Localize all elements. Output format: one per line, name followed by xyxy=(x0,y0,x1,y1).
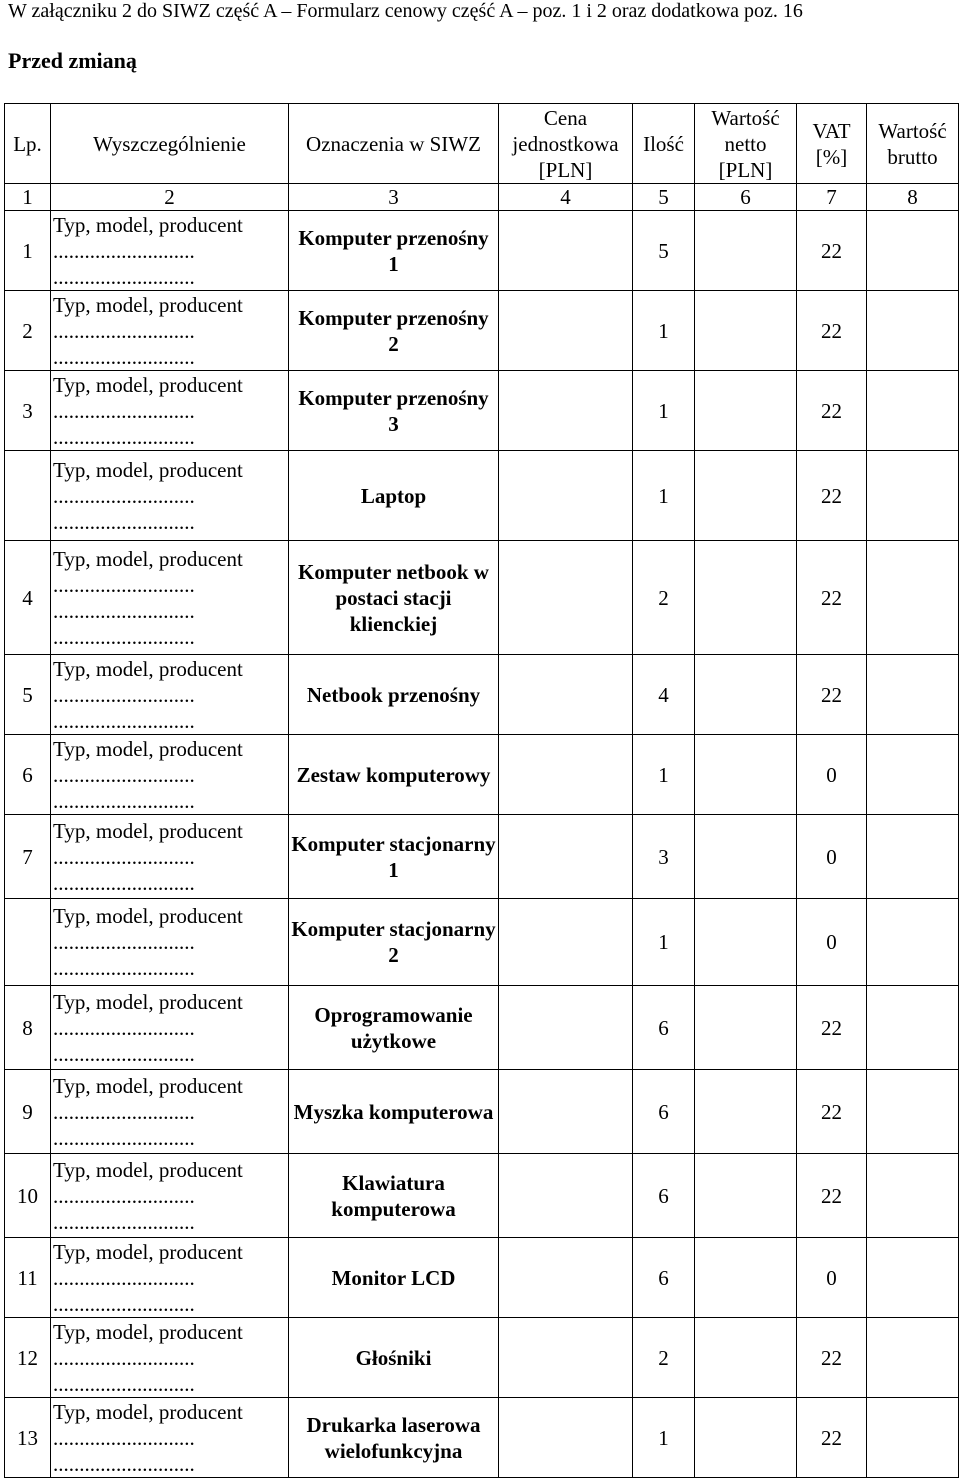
row-siwz-name: Komputer przenośny 1 xyxy=(289,211,499,291)
row-unit-price[interactable] xyxy=(499,371,633,451)
row-siwz-name: Oprogramowanie użytkowe xyxy=(289,986,499,1070)
row-lp xyxy=(5,451,51,541)
dotted-blank: ........................... xyxy=(53,483,195,508)
row-spec-field[interactable] xyxy=(51,1154,289,1238)
col-header-gross: Wartość brutto xyxy=(867,104,959,184)
row-spec-field[interactable] xyxy=(51,815,289,899)
table-row xyxy=(5,655,959,735)
row-vat: 22 xyxy=(797,451,867,541)
row-gross-value[interactable] xyxy=(867,211,959,291)
row-qty: 5 xyxy=(633,211,695,291)
row-gross-value[interactable] xyxy=(867,815,959,899)
row-spec-field[interactable] xyxy=(51,1398,289,1478)
table-row xyxy=(5,451,959,541)
spec-label: Typ, model, producent xyxy=(53,904,243,928)
row-gross-value[interactable] xyxy=(867,1318,959,1398)
row-gross-value[interactable] xyxy=(867,735,959,815)
row-net-value[interactable] xyxy=(695,1154,797,1238)
table-row xyxy=(5,371,959,451)
table-row xyxy=(5,815,959,899)
row-net-value[interactable] xyxy=(695,986,797,1070)
row-siwz-name: Komputer netbook w postaci stacji klienckiej xyxy=(289,541,499,655)
col-number: 8 xyxy=(867,184,959,211)
row-siwz-name: Komputer stacjonarny 2 xyxy=(289,899,499,986)
col-number: 7 xyxy=(797,184,867,211)
dotted-blank: ........................... xyxy=(53,1291,195,1316)
row-spec-field[interactable] xyxy=(51,1318,289,1398)
table-row xyxy=(5,291,959,371)
spec-label: Typ, model, producent xyxy=(53,736,243,761)
row-vat: 22 xyxy=(797,211,867,291)
row-gross-value[interactable] xyxy=(867,541,959,655)
row-vat: 0 xyxy=(797,815,867,899)
col-number: 5 xyxy=(633,184,695,211)
row-unit-price[interactable] xyxy=(499,1154,633,1238)
row-spec-field[interactable] xyxy=(51,735,289,815)
spec-label: Typ, model, producent xyxy=(53,546,243,571)
row-unit-price[interactable] xyxy=(499,1318,633,1398)
dotted-blank: ........................... xyxy=(53,1425,195,1450)
column-numbers-row xyxy=(5,184,959,211)
row-unit-price[interactable] xyxy=(499,735,633,815)
col-number: 2 xyxy=(51,184,289,211)
table-body xyxy=(5,211,959,1478)
row-unit-price[interactable] xyxy=(499,1398,633,1478)
row-unit-price[interactable] xyxy=(499,1238,633,1318)
row-siwz-name: Komputer przenośny 2 xyxy=(289,291,499,371)
col-number: 6 xyxy=(695,184,797,211)
row-lp: 7 xyxy=(5,815,51,899)
row-lp: 3 xyxy=(5,371,51,451)
row-qty: 3 xyxy=(633,815,695,899)
col-header-lp: Lp. xyxy=(5,104,51,184)
dotted-blank: ........................... xyxy=(53,1041,195,1066)
row-spec-field[interactable] xyxy=(51,291,289,371)
row-gross-value[interactable] xyxy=(867,291,959,371)
row-vat: 22 xyxy=(797,1398,867,1478)
col-header-spec: Wyszczególnienie xyxy=(51,104,289,184)
row-vat: 22 xyxy=(797,1318,867,1398)
row-gross-value[interactable] xyxy=(867,1238,959,1318)
row-gross-value[interactable] xyxy=(867,986,959,1070)
col-header-vat: VAT [%] xyxy=(797,104,867,184)
dotted-blank: ........................... xyxy=(53,682,195,707)
row-siwz-name: Laptop xyxy=(289,451,499,541)
row-net-value[interactable] xyxy=(695,655,797,735)
row-spec-field[interactable] xyxy=(51,1238,289,1318)
row-gross-value[interactable] xyxy=(867,655,959,735)
row-net-value[interactable] xyxy=(695,1318,797,1398)
table-row xyxy=(5,986,959,1070)
table-row xyxy=(5,211,959,291)
row-gross-value[interactable] xyxy=(867,1398,959,1478)
row-lp: 8 xyxy=(5,986,51,1070)
table-row xyxy=(5,1070,959,1154)
row-lp: 13 xyxy=(5,1398,51,1478)
dotted-blank: ........................... xyxy=(53,1265,195,1290)
row-gross-value[interactable] xyxy=(867,899,959,986)
price-form-table xyxy=(4,103,959,1478)
spec-label: Typ, model, producent xyxy=(53,818,243,843)
row-siwz-name: Drukarka laserowa wielofunkcyjna xyxy=(289,1398,499,1478)
row-qty: 6 xyxy=(633,1070,695,1154)
dotted-blank: ........................... xyxy=(53,572,195,597)
row-vat: 22 xyxy=(797,1070,867,1154)
row-net-value[interactable] xyxy=(695,371,797,451)
row-net-value[interactable] xyxy=(695,541,797,655)
row-net-value[interactable] xyxy=(695,815,797,899)
row-net-value[interactable] xyxy=(695,451,797,541)
row-vat: 22 xyxy=(797,1154,867,1238)
col-header-unit-price: Cena jednostkowa [PLN] xyxy=(499,104,633,184)
row-lp: 11 xyxy=(5,1238,51,1318)
col-header-qty: Ilość xyxy=(633,104,695,184)
row-spec-field[interactable] xyxy=(51,899,289,986)
dotted-blank: ........................... xyxy=(53,1209,195,1234)
row-qty: 1 xyxy=(633,735,695,815)
spec-label: Typ, model, producent xyxy=(53,212,243,237)
dotted-blank: ........................... xyxy=(53,1099,195,1124)
row-spec-field[interactable] xyxy=(51,986,289,1070)
row-qty: 1 xyxy=(633,371,695,451)
row-net-value[interactable] xyxy=(695,1398,797,1478)
dotted-blank: ........................... xyxy=(53,1345,195,1370)
row-qty: 1 xyxy=(633,899,695,986)
row-qty: 1 xyxy=(633,1398,695,1478)
dotted-blank: ........................... xyxy=(53,1125,195,1150)
row-siwz-name: Zestaw komputerowy xyxy=(289,735,499,815)
dotted-blank: ........................... xyxy=(53,424,195,449)
row-lp xyxy=(5,899,51,986)
row-net-value[interactable] xyxy=(695,211,797,291)
table-row xyxy=(5,1154,959,1238)
row-unit-price[interactable] xyxy=(499,291,633,371)
dotted-blank: ........................... xyxy=(53,264,195,289)
row-spec-field[interactable] xyxy=(51,211,289,291)
row-vat: 0 xyxy=(797,1238,867,1318)
dotted-blank: ........................... xyxy=(53,238,195,263)
row-lp: 9 xyxy=(5,1070,51,1154)
row-vat: 22 xyxy=(797,655,867,735)
row-lp: 1 xyxy=(5,211,51,291)
table-row xyxy=(5,541,959,655)
row-qty: 6 xyxy=(633,1238,695,1318)
dotted-blank: ........................... xyxy=(53,598,195,623)
dotted-blank: ........................... xyxy=(53,398,195,423)
row-spec-field[interactable] xyxy=(51,451,289,541)
dotted-blank: ........................... xyxy=(53,844,195,869)
row-vat: 0 xyxy=(797,735,867,815)
row-spec-field[interactable] xyxy=(51,371,289,451)
row-vat: 22 xyxy=(797,291,867,371)
spec-label: Typ, model, producent xyxy=(53,1073,243,1098)
dotted-blank: ........................... xyxy=(53,930,195,954)
row-unit-price[interactable] xyxy=(499,1070,633,1154)
row-spec-field[interactable] xyxy=(51,1070,289,1154)
row-spec-field[interactable] xyxy=(51,541,289,655)
row-net-value[interactable] xyxy=(695,1070,797,1154)
dotted-blank: ........................... xyxy=(53,956,195,980)
row-siwz-name: Klawiatura komputerowa xyxy=(289,1154,499,1238)
row-vat: 0 xyxy=(797,899,867,986)
dotted-blank: ........................... xyxy=(53,509,195,534)
col-number: 1 xyxy=(5,184,51,211)
row-unit-price[interactable] xyxy=(499,541,633,655)
row-unit-price[interactable] xyxy=(499,451,633,541)
col-header-net: Wartość netto [PLN] xyxy=(695,104,797,184)
dotted-blank: ........................... xyxy=(53,1015,195,1040)
col-number: 3 xyxy=(289,184,499,211)
row-qty: 6 xyxy=(633,986,695,1070)
dotted-blank: ........................... xyxy=(53,624,195,649)
row-gross-value[interactable] xyxy=(867,451,959,541)
row-gross-value[interactable] xyxy=(867,1070,959,1154)
row-siwz-name: Monitor LCD xyxy=(289,1238,499,1318)
row-gross-value[interactable] xyxy=(867,1154,959,1238)
row-vat: 22 xyxy=(797,986,867,1070)
dotted-blank: ........................... xyxy=(53,1183,195,1208)
spec-label: Typ, model, producent xyxy=(53,1157,243,1182)
spec-label: Typ, model, producent xyxy=(53,989,243,1014)
dotted-blank: ........................... xyxy=(53,870,195,895)
col-number: 4 xyxy=(499,184,633,211)
row-siwz-name: Głośniki xyxy=(289,1318,499,1398)
row-unit-price[interactable] xyxy=(499,211,633,291)
spec-label: Typ, model, producent xyxy=(53,656,243,681)
row-lp: 12 xyxy=(5,1318,51,1398)
row-siwz-name: Komputer stacjonarny 1 xyxy=(289,815,499,899)
dotted-blank: ........................... xyxy=(53,762,195,787)
row-net-value[interactable] xyxy=(695,1238,797,1318)
spec-label: Typ, model, producent xyxy=(53,1399,243,1424)
row-spec-field[interactable] xyxy=(51,655,289,735)
table-header-row xyxy=(5,104,959,184)
row-lp: 4 xyxy=(5,541,51,655)
row-qty: 2 xyxy=(633,541,695,655)
row-qty: 6 xyxy=(633,1154,695,1238)
spec-label: Typ, model, producent xyxy=(53,292,243,317)
row-qty: 2 xyxy=(633,1318,695,1398)
row-unit-price[interactable] xyxy=(499,815,633,899)
spec-label: Typ, model, producent xyxy=(53,372,243,397)
dotted-blank: ........................... xyxy=(53,344,195,369)
row-siwz-name: Netbook przenośny xyxy=(289,655,499,735)
row-net-value[interactable] xyxy=(695,291,797,371)
row-siwz-name: Komputer przenośny 3 xyxy=(289,371,499,451)
row-siwz-name: Myszka komputerowa xyxy=(289,1070,499,1154)
dotted-blank: ........................... xyxy=(53,1371,195,1396)
row-lp: 2 xyxy=(5,291,51,371)
row-vat: 22 xyxy=(797,541,867,655)
col-header-siwz: Oznaczenia w SIWZ xyxy=(289,104,499,184)
spec-label: Typ, model, producent xyxy=(53,1239,243,1264)
dotted-blank: ........................... xyxy=(53,708,195,733)
row-unit-price[interactable] xyxy=(499,655,633,735)
row-net-value[interactable] xyxy=(695,899,797,986)
row-net-value[interactable] xyxy=(695,735,797,815)
table-row xyxy=(5,735,959,815)
table-row xyxy=(5,1238,959,1318)
row-qty: 1 xyxy=(633,291,695,371)
spec-label: Typ, model, producent xyxy=(53,457,243,482)
table-row xyxy=(5,899,959,986)
table-row xyxy=(5,1318,959,1398)
table-row xyxy=(5,1398,959,1478)
row-unit-price[interactable] xyxy=(499,899,633,986)
row-qty: 4 xyxy=(633,655,695,735)
row-vat: 22 xyxy=(797,371,867,451)
dotted-blank: ........................... xyxy=(53,318,195,343)
row-lp: 6 xyxy=(5,735,51,815)
document-header: W załączniku 2 do SIWZ część A – Formularz cenowy część A – poz. 1 i 2 oraz dodatkowa poz. 16 xyxy=(8,0,803,22)
row-unit-price[interactable] xyxy=(499,986,633,1070)
spec-label: Typ, model, producent xyxy=(53,1319,243,1344)
dotted-blank: ........................... xyxy=(53,788,195,813)
section-subtitle: Przed zmianą xyxy=(8,48,137,73)
row-qty: 1 xyxy=(633,451,695,541)
dotted-blank: ........................... xyxy=(53,1451,195,1476)
row-gross-value[interactable] xyxy=(867,371,959,451)
row-lp: 5 xyxy=(5,655,51,735)
row-lp: 10 xyxy=(5,1154,51,1238)
